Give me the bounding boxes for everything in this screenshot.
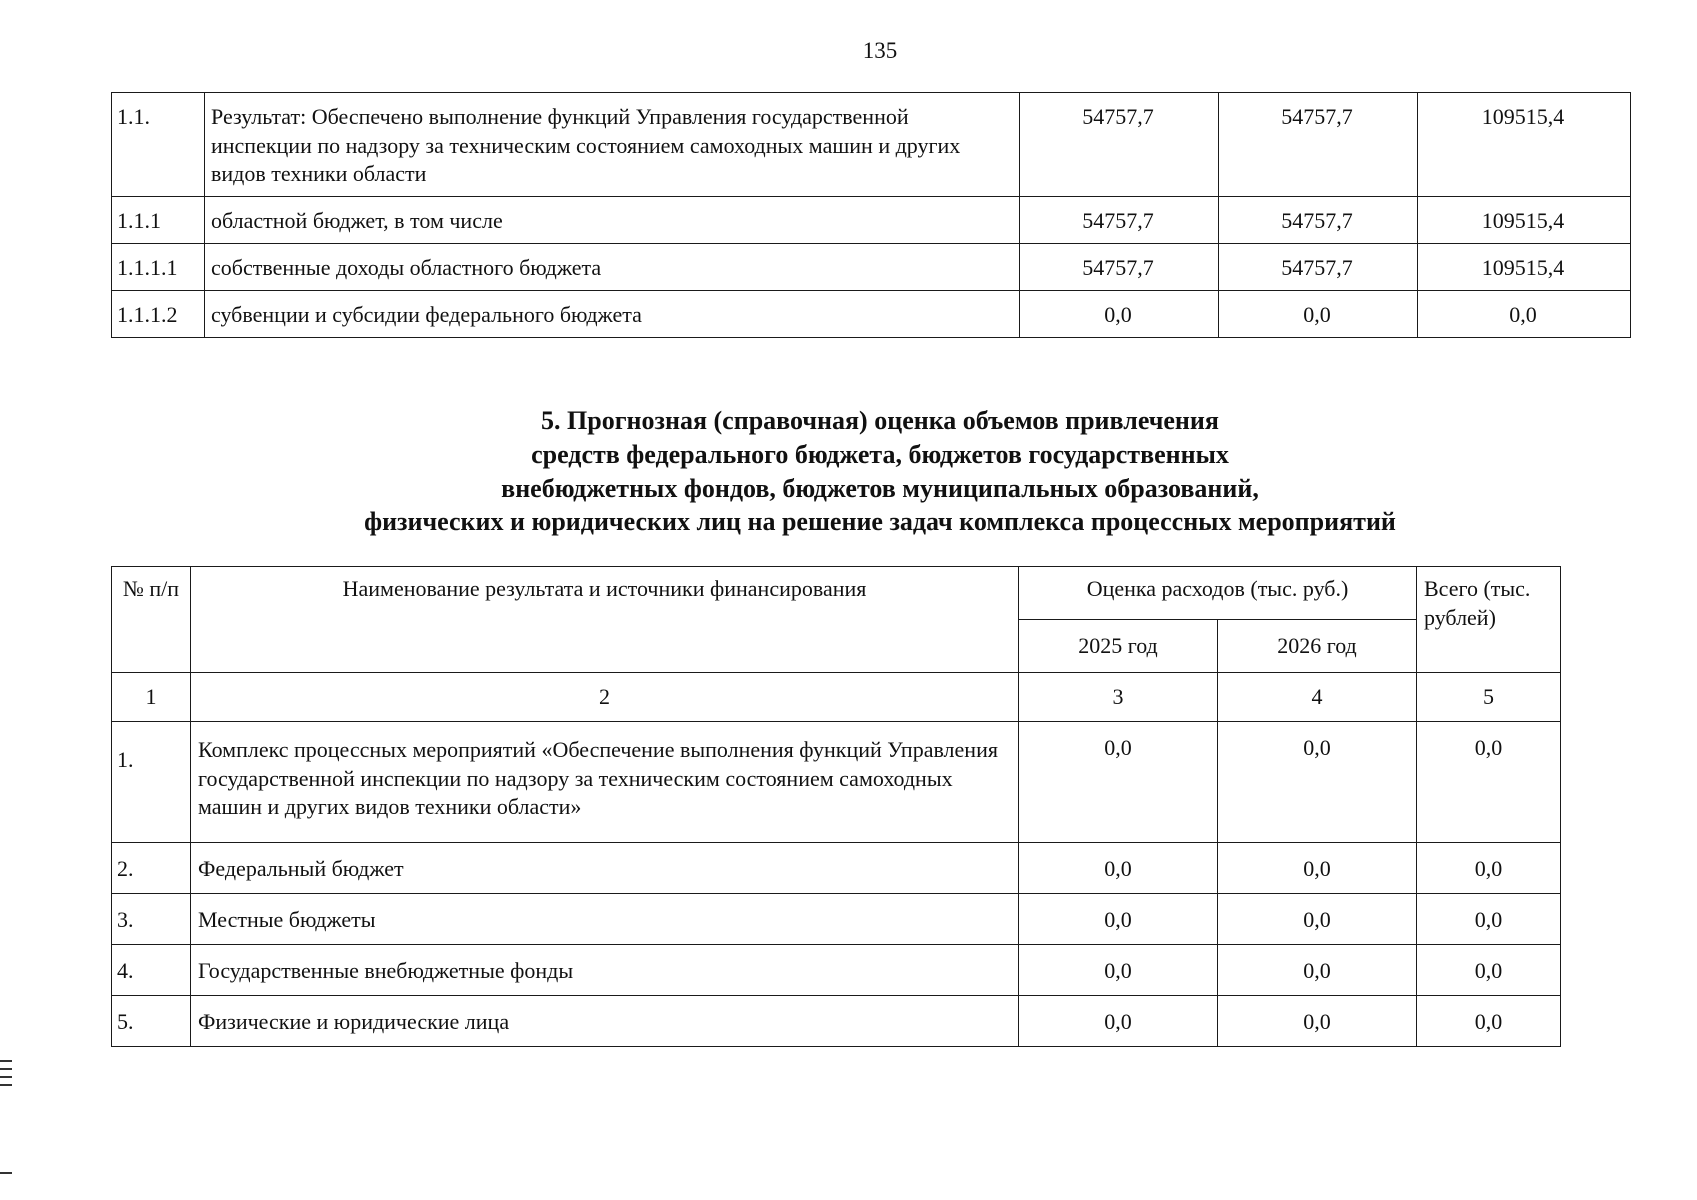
row-num: 3. bbox=[112, 894, 191, 945]
header-estimate: Оценка расходов (тыс. руб.) bbox=[1019, 567, 1417, 620]
value-2026: 54757,7 bbox=[1219, 244, 1418, 291]
row-code: 1.1.1.1 bbox=[112, 244, 205, 291]
row-name: Результат: Обеспечено выполнение функций Управления государственной инспекции по надзору за техническим состоянием самоходных машин и других видов техники области bbox=[205, 93, 1020, 197]
row-num: 2. bbox=[112, 843, 191, 894]
column-numbers-row bbox=[112, 673, 1561, 722]
row-name: субвенции и субсидии федерального бюджета bbox=[205, 291, 1020, 338]
table-header-row bbox=[112, 567, 1561, 620]
row-num: 5. bbox=[112, 996, 191, 1047]
results-table bbox=[111, 92, 1631, 338]
row-name: Физические и юридические лица bbox=[191, 996, 1019, 1047]
table-row bbox=[112, 945, 1561, 996]
value-2025: 0,0 bbox=[1019, 722, 1218, 843]
table-row bbox=[112, 996, 1561, 1047]
page-number: 135 bbox=[862, 38, 898, 63]
row-code: 1.1. bbox=[112, 93, 205, 197]
table-row bbox=[112, 843, 1561, 894]
row-name: Комплекс процессных мероприятий «Обеспечение выполнения функций Управления государственной инспекции по надзору за техническим состоянием самоходных машин и других видов техники области» bbox=[191, 722, 1019, 843]
row-code: 1.1.1 bbox=[112, 197, 205, 244]
value-2026: 0,0 bbox=[1218, 894, 1417, 945]
table-row bbox=[112, 722, 1561, 843]
row-name: Государственные внебюджетные фонды bbox=[191, 945, 1019, 996]
value-2025: 0,0 bbox=[1020, 291, 1219, 338]
row-name: собственные доходы областного бюджета bbox=[205, 244, 1020, 291]
column-number: 1 bbox=[112, 673, 191, 722]
column-number: 2 bbox=[191, 673, 1019, 722]
value-2026: 0,0 bbox=[1219, 291, 1418, 338]
header-2025: 2025 год bbox=[1019, 620, 1218, 673]
row-name: Федеральный бюджет bbox=[191, 843, 1019, 894]
value-2026: 0,0 bbox=[1218, 843, 1417, 894]
row-name: Местные бюджеты bbox=[191, 894, 1019, 945]
value-2026: 0,0 bbox=[1218, 945, 1417, 996]
value-2025: 54757,7 bbox=[1020, 93, 1219, 197]
column-number: 3 bbox=[1019, 673, 1218, 722]
header-name: Наименование результата и источники финансирования bbox=[191, 567, 1019, 673]
margin-mark bbox=[0, 1068, 12, 1070]
value-2026: 54757,7 bbox=[1219, 93, 1418, 197]
value-2025: 0,0 bbox=[1019, 945, 1218, 996]
table-row bbox=[112, 93, 1631, 197]
section-title-line: физических и юридических лиц на решение задач комплекса процессных мероприятий bbox=[364, 507, 1396, 537]
value-total: 0,0 bbox=[1417, 996, 1561, 1047]
value-2025: 54757,7 bbox=[1020, 244, 1219, 291]
column-number: 4 bbox=[1218, 673, 1417, 722]
section-title bbox=[0, 404, 1697, 539]
row-num: 4. bbox=[112, 945, 191, 996]
value-2026: 0,0 bbox=[1218, 722, 1417, 843]
value-2026: 54757,7 bbox=[1219, 197, 1418, 244]
header-num: № п/п bbox=[112, 567, 191, 673]
value-2025: 0,0 bbox=[1019, 894, 1218, 945]
section-title-line: средств федерального бюджета, бюджетов государственных bbox=[531, 439, 1229, 469]
section-title-line: 5. Прогнозная (справочная) оценка объемов привлечения bbox=[541, 406, 1219, 435]
table-row bbox=[112, 291, 1631, 338]
column-number: 5 bbox=[1417, 673, 1561, 722]
header-total: Всего (тыс. рублей) bbox=[1417, 567, 1561, 673]
value-total: 0,0 bbox=[1417, 894, 1561, 945]
value-total: 0,0 bbox=[1417, 722, 1561, 843]
margin-mark bbox=[0, 1084, 12, 1086]
value-total: 0,0 bbox=[1417, 945, 1561, 996]
value-2026: 0,0 bbox=[1218, 996, 1417, 1047]
value-total: 0,0 bbox=[1417, 843, 1561, 894]
margin-mark bbox=[0, 1060, 12, 1062]
table-row bbox=[112, 244, 1631, 291]
table-row bbox=[112, 894, 1561, 945]
margin-mark bbox=[0, 1076, 12, 1078]
margin-tick bbox=[0, 1172, 12, 1174]
value-total: 0,0 bbox=[1418, 291, 1631, 338]
row-name: областной бюджет, в том числе bbox=[205, 197, 1020, 244]
row-num: 1. bbox=[112, 722, 191, 843]
value-2025: 0,0 bbox=[1019, 996, 1218, 1047]
row-code: 1.1.1.2 bbox=[112, 291, 205, 338]
section-title-line: внебюджетных фондов, бюджетов муниципальных образований, bbox=[501, 473, 1259, 503]
value-total: 109515,4 bbox=[1418, 93, 1631, 197]
header-2026: 2026 год bbox=[1218, 620, 1417, 673]
value-2025: 54757,7 bbox=[1020, 197, 1219, 244]
value-total: 109515,4 bbox=[1418, 197, 1631, 244]
value-total: 109515,4 bbox=[1418, 244, 1631, 291]
binding-margin-marks bbox=[0, 1060, 12, 1092]
value-2025: 0,0 bbox=[1019, 843, 1218, 894]
table-row bbox=[112, 197, 1631, 244]
funding-estimate-table bbox=[111, 566, 1561, 1047]
